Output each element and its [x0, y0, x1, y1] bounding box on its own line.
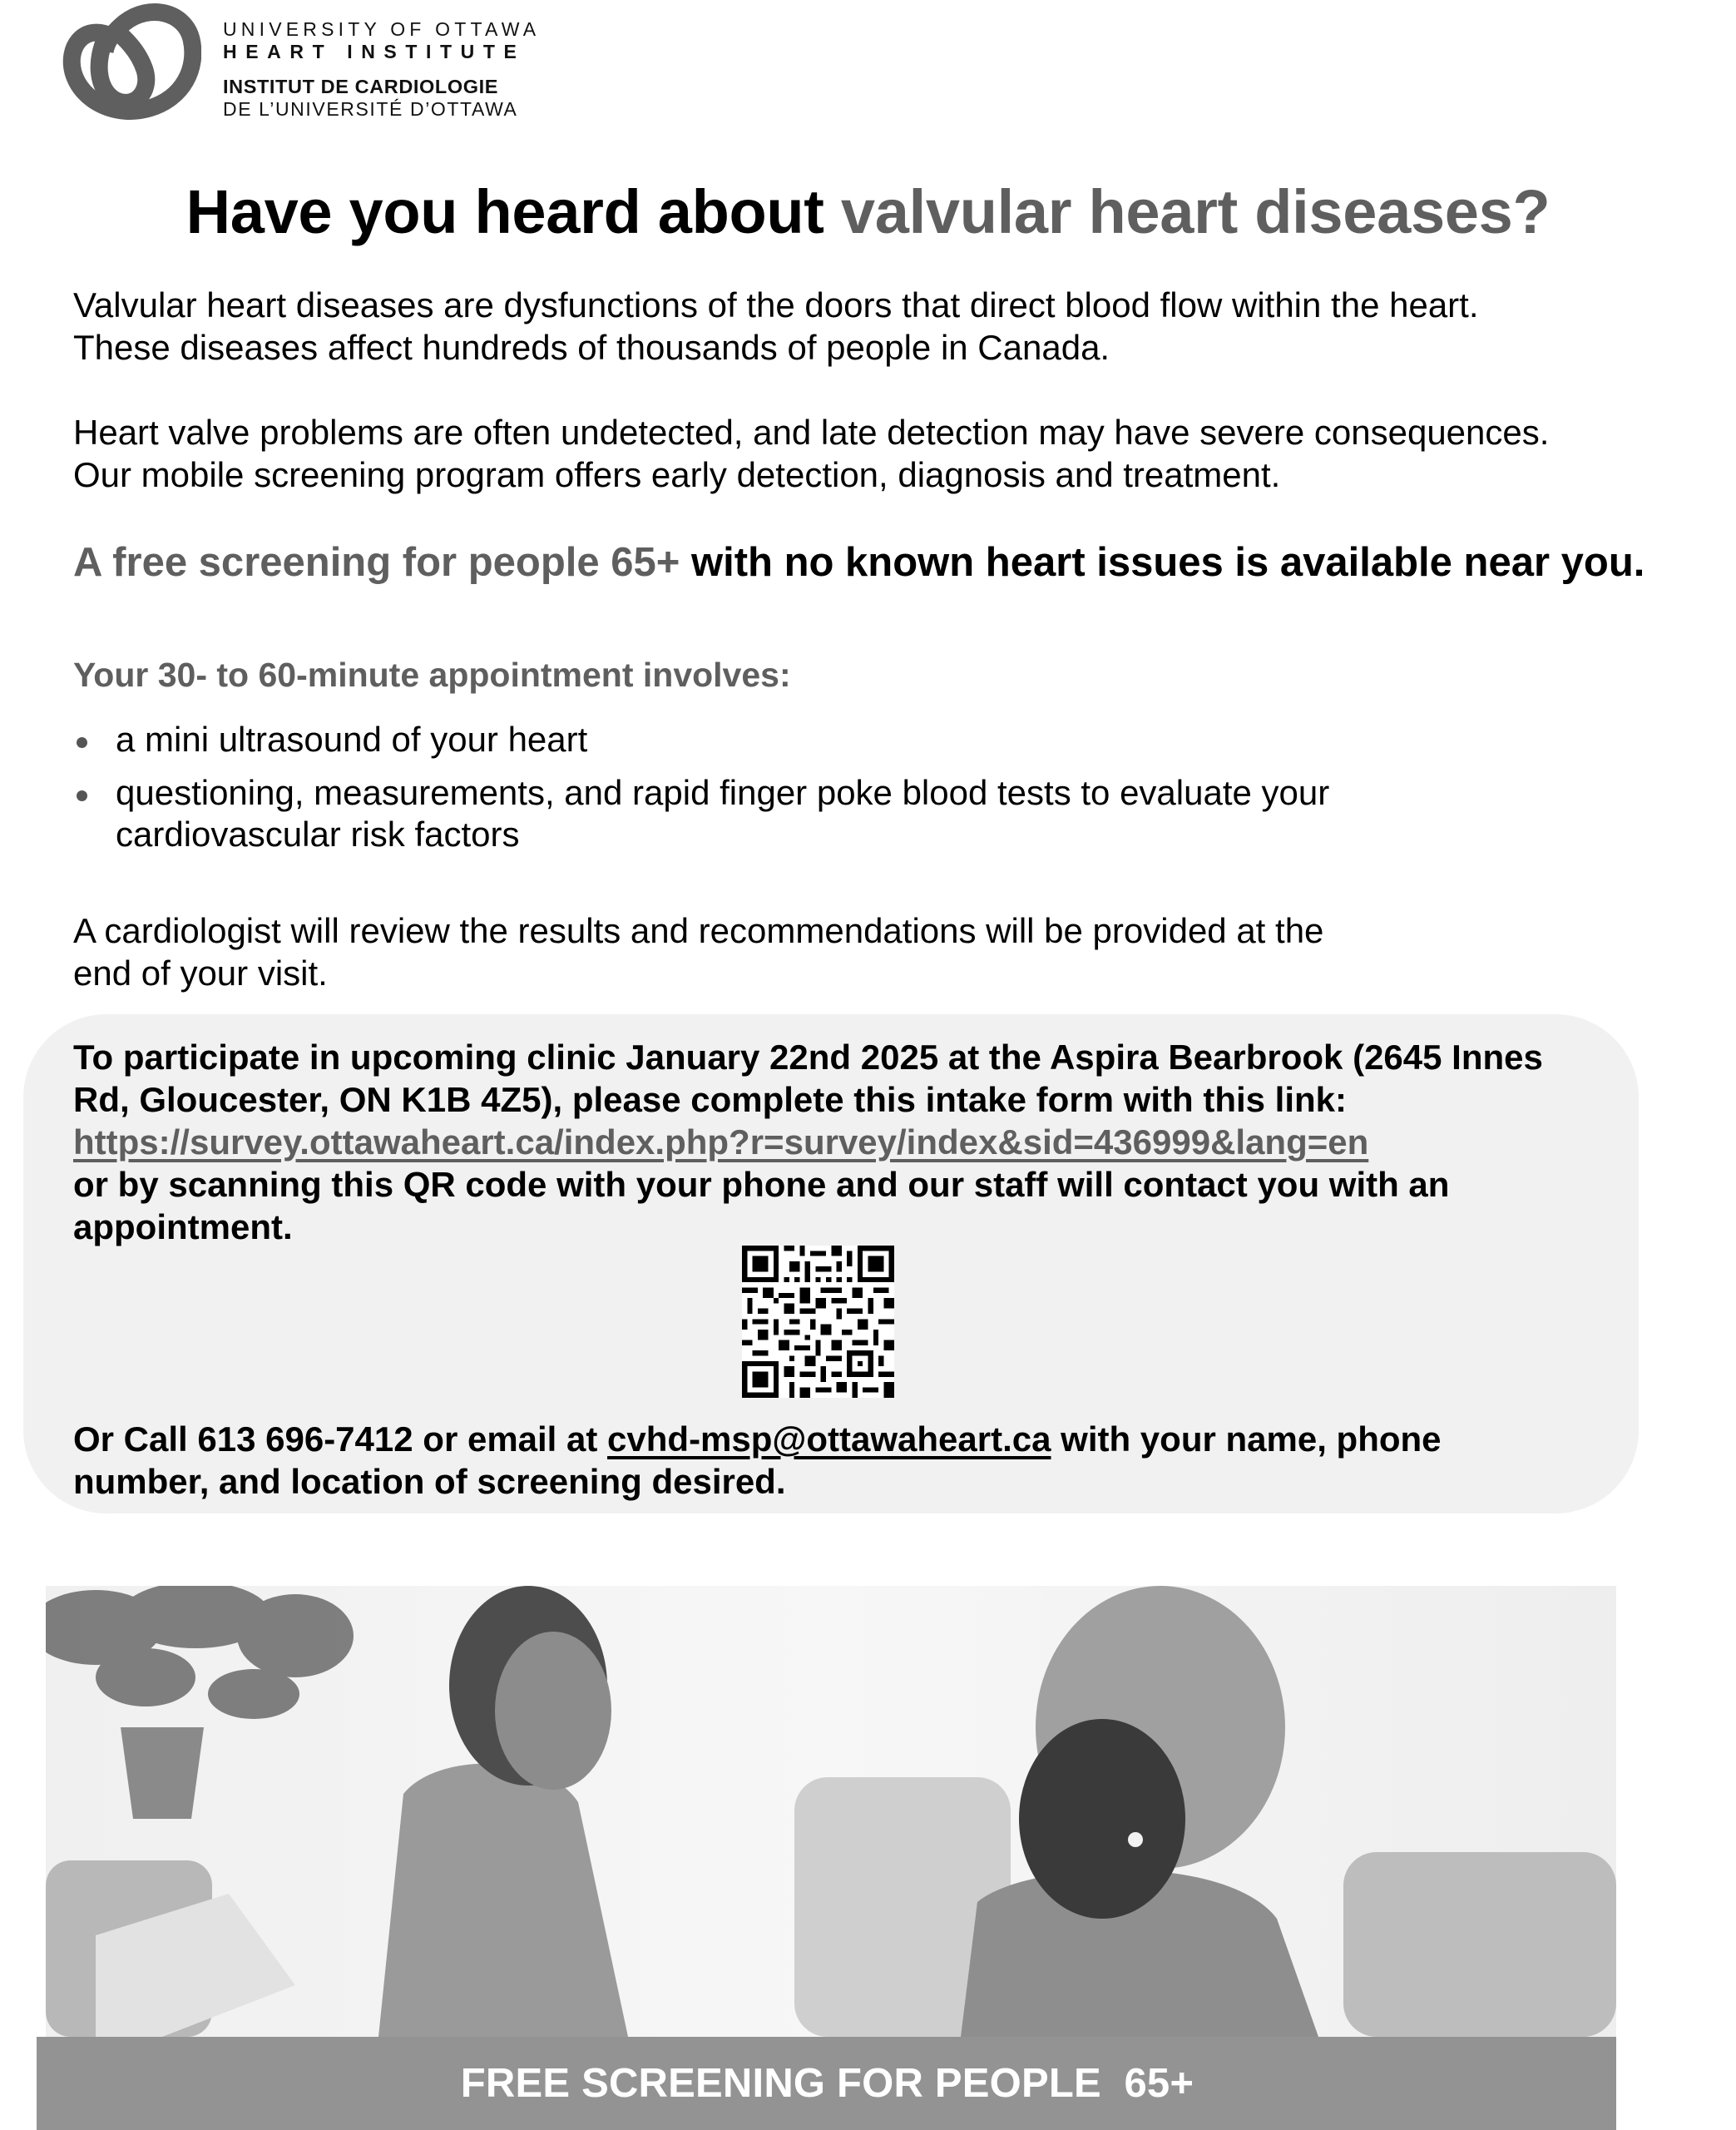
appointment-heading: Your 30- to 60-minute appointment involves: [73, 656, 791, 694]
bullet-icon [77, 737, 87, 748]
participate-line2: Rd, Gloucester, ON K1B 4Z5), please complete this intake form with this link: [73, 1080, 1348, 1119]
email-link[interactable]: cvhd-msp@ottawaheart.ca [607, 1419, 1051, 1459]
free-screening-statement [73, 537, 1670, 587]
hero-photo [46, 1586, 1616, 2037]
intro-p1-line2: These diseases affect hundreds of thousands of people in Canada. [73, 328, 1110, 367]
photo-illustration [46, 1586, 1616, 2037]
list-item-text-cont: cardiovascular risk factors [116, 815, 520, 854]
call-prefix: Or Call 613 696-7412 or email at [73, 1419, 608, 1459]
free-screening-rest: with no known heart issues is available near you. [680, 540, 1645, 585]
title-highlight: valvular heart diseases? [840, 177, 1551, 246]
bottom-banner [37, 2037, 1616, 2130]
banner-text: FREE SCREENING FOR PEOPLE 65+ [460, 2061, 1194, 2106]
call-line2: number, and location of screening desired. [73, 1462, 786, 1501]
logo-line-institut: INSTITUT DE CARDIOLOGIE [223, 76, 499, 97]
list-item-text: questioning, measurements, and rapid finger poke blood tests to evaluate your [116, 773, 1330, 812]
page-title [0, 175, 1736, 250]
list-item [73, 772, 1329, 855]
free-screening-highlight: A free screening for people 65+ [73, 540, 680, 585]
cardiologist-line2: end of your visit. [73, 954, 328, 993]
title-lead: Have you heard about [185, 177, 841, 246]
logo-wordmark [223, 18, 556, 120]
call-suffix: with your name, phone [1051, 1419, 1442, 1459]
bullet-icon [77, 790, 87, 801]
intro-p2-line2: Our mobile screening program offers early detection, diagnosis and treatment. [73, 455, 1281, 494]
qr-code-icon[interactable] [742, 1246, 894, 1398]
intake-form-link[interactable]: https://survey.ottawaheart.ca/index.php?r=survey/index&sid=436999&lang=en [73, 1122, 1369, 1162]
qr-instructions-line2: appointment. [73, 1207, 293, 1246]
logo-line-universite: DE L’UNIVERSITÉ D’OTTAWA [223, 98, 518, 120]
intro-paragraph-1 [73, 284, 1479, 369]
heart-loops-logo-icon [58, 2, 201, 120]
logo-line-university: UNIVERSITY OF OTTAWA [223, 18, 541, 40]
intro-p1-line1: Valvular heart diseases are dysfunctions of the doors that direct blood flow within the heart. [73, 285, 1479, 324]
cardiologist-line1: A cardiologist will review the results and recommendations will be provided at the [73, 911, 1324, 950]
call-email-instructions [73, 1418, 1442, 1503]
cardiologist-note [73, 909, 1323, 994]
intro-paragraph-2 [73, 411, 1549, 496]
participate-line1: To participate in upcoming clinic January 22nd 2025 at the Aspira Bearbrook (2645 Innes [73, 1038, 1543, 1077]
logo-line-heart-institute: HEART INSTITUTE [223, 41, 526, 62]
list-item-text: a mini ultrasound of your heart [116, 720, 588, 759]
list-item [73, 719, 1329, 760]
appointment-list [73, 719, 1329, 867]
qr-instructions-line1: or by scanning this QR code with your phone and our staff will contact you with an [73, 1165, 1450, 1204]
intro-p2-line1: Heart valve problems are often undetected, and late detection may have severe consequences. [73, 413, 1550, 452]
participate-instructions [73, 1036, 1543, 1248]
